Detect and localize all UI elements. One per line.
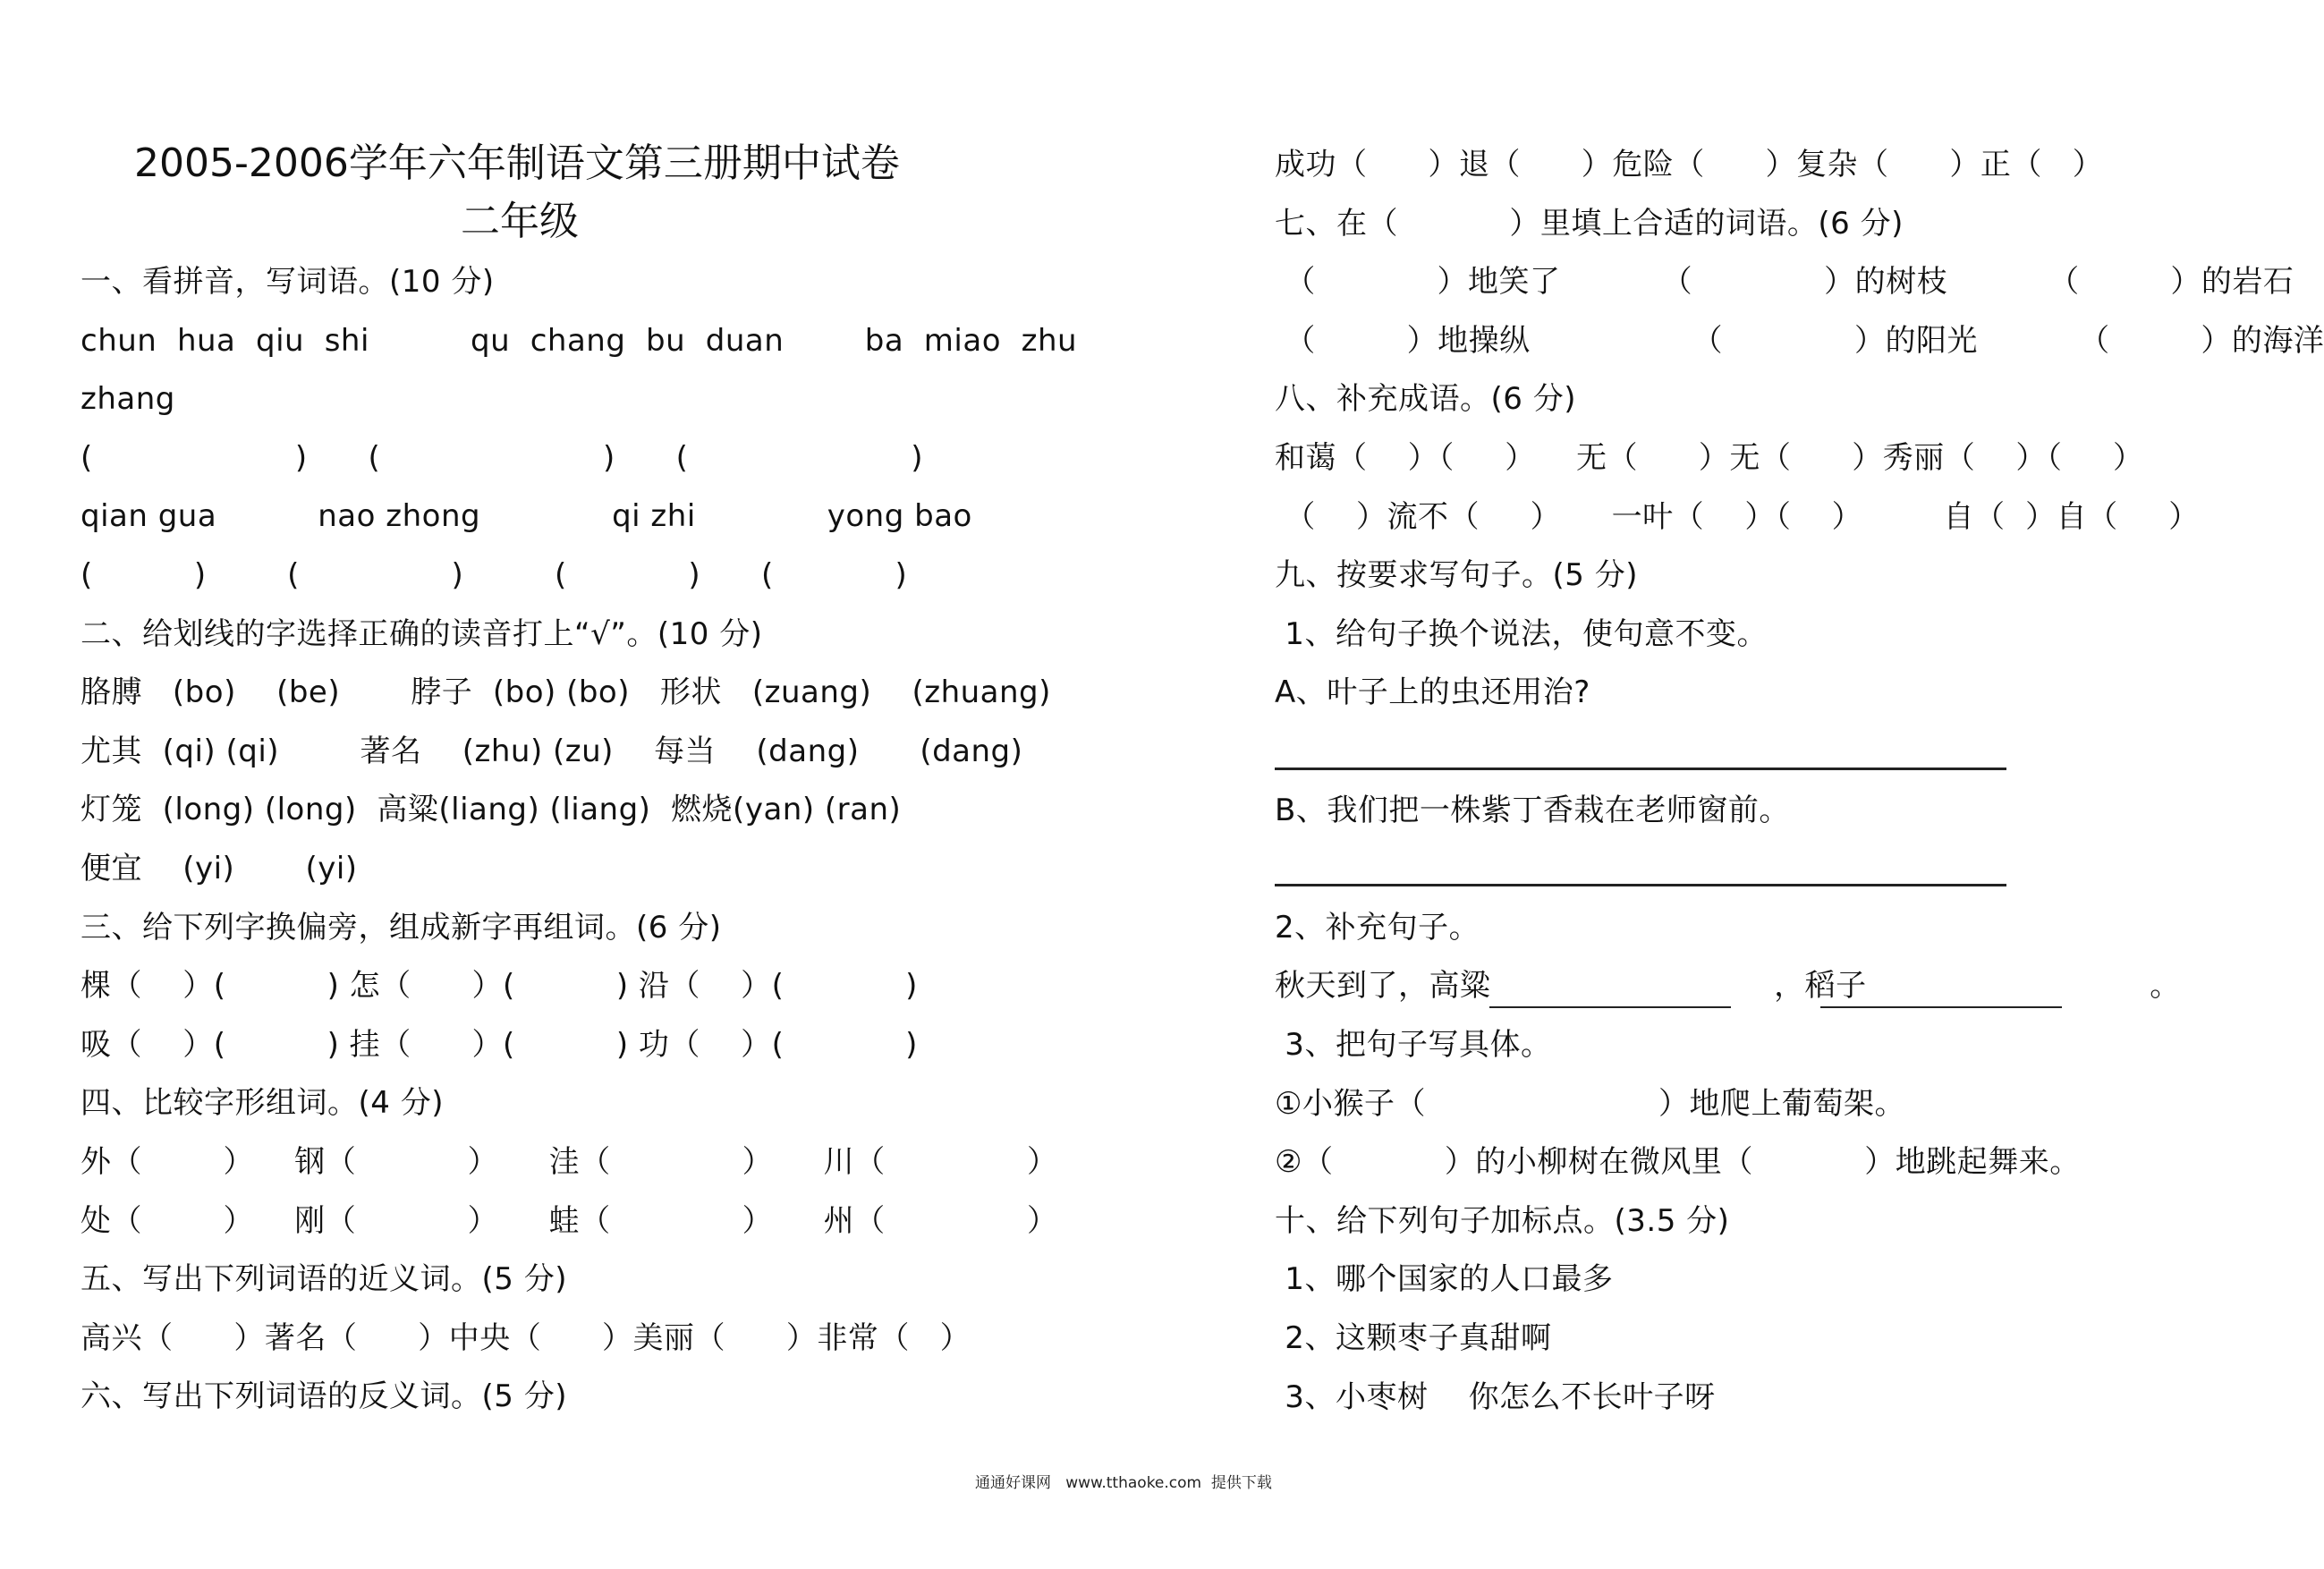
question-line: 一、看拼音，写词语。(10 分) xyxy=(81,264,495,300)
question-line: 六、写出下列词语的反义词。(5 分) xyxy=(81,1378,567,1415)
answer-line-b xyxy=(1275,884,2006,886)
question-line: 尤其 (qi) (qi) 著名 (zhu) (zu) 每当 (dang) (dang) xyxy=(81,733,1023,769)
question-line: qian gua nao zhong qi zhi yong bao xyxy=(81,498,972,535)
question-line: 八、补充成语。(6 分) xyxy=(1275,381,1576,418)
question-line: （ ）地操纵 （ ）的阳光 （ ）的海洋 xyxy=(1275,322,2324,359)
blank-gaoliang xyxy=(1489,1006,1731,1008)
question-line: A、叶子上的虫还用治? xyxy=(1275,674,1590,711)
question-line: 十、给下列句子加标点。(3.5 分) xyxy=(1275,1202,1730,1239)
question-line: 2、这颗枣子真甜啊 xyxy=(1275,1320,1552,1356)
question-line: 吸（ ）( ) 挂（ ）( ) 功（ ）( ) xyxy=(81,1026,918,1063)
question-line: 九、按要求写句子。(5 分) xyxy=(1275,557,1638,594)
question-line: ( ) ( ) ( ) ( ) xyxy=(81,557,908,593)
question-line: 2、补充句子。 xyxy=(1275,909,1480,946)
question-line: 处（ ） 刚（ ） 蛙（ ） 州（ ） xyxy=(81,1202,1058,1239)
question-line: ②（ ）的小柳树在微风里（ ）地跳起舞来。 xyxy=(1275,1144,2081,1181)
question-line: （ ）地笑了 （ ）的树枝 （ ）的岩石 xyxy=(1275,264,2294,301)
question-line: 高兴（ ）著名（ ）中央（ ）美丽（ ）非常（ ） xyxy=(81,1319,971,1356)
question-line: 二、给划线的字选择正确的读音打上“√”。(10 分) xyxy=(81,615,763,652)
question-line: 和蔼（ ）（ ） 无（ ）无（ ）秀丽（ ）（ ） xyxy=(1275,440,2144,476)
exam-title: 2005-2006学年六年制语文第三册期中试卷 xyxy=(134,140,900,186)
question-line: B、我们把一株紫丁香栽在老师窗前。 xyxy=(1275,792,1790,828)
question-line: 七、在（ ）里填上合适的词语。(6 分) xyxy=(1275,205,1904,242)
question-line: 1、给句子换个说法，使句意不变。 xyxy=(1275,615,1768,652)
footer-credit: 通通好课网 www.tthaoke.com 提供下载 xyxy=(975,1474,1272,1492)
blank-daozi xyxy=(1820,1006,2062,1008)
question-line: ①小猴子（ ）地爬上葡萄架。 xyxy=(1275,1085,1906,1122)
question-line: 三、给下列字换偏旁，组成新字再组词。(6 分) xyxy=(81,909,722,946)
question-line: ( ) ( ) ( ) xyxy=(81,439,923,476)
question-line: 五、写出下列词语的近义词。(5 分) xyxy=(81,1261,567,1298)
question-line: 外（ ） 钢（ ） 洼（ ） 川（ ） xyxy=(81,1144,1058,1180)
question-line: 棵（ ）( ) 怎（ ）( ) 沿（ ）( ) xyxy=(81,968,918,1005)
question-line: 灯笼 (long) (long) 高粱(liang) (liang) 燃烧(yan) (ran) xyxy=(81,792,902,828)
question-line: 3、把句子写具体。 xyxy=(1275,1027,1552,1063)
question-line: （ ）流不（ ） 一叶（ ）（ ） 自（ ）自（ ） xyxy=(1275,498,2200,535)
question-line: 成功（ ）退（ ）危险（ ）复杂（ ）正（ ） xyxy=(1275,147,2104,182)
question-line: 1、哪个国家的人口最多 xyxy=(1275,1261,1614,1298)
question-line: chun hua qiu shi qu chang bu duan ba miao zhu xyxy=(81,322,1078,359)
question-line: 四、比较字形组词。(4 分) xyxy=(81,1085,444,1122)
question-line: 秋天到了，高粱 ，稻子 。 xyxy=(1275,968,2181,1005)
answer-line-a xyxy=(1275,768,2006,770)
question-line: zhang xyxy=(81,381,175,418)
question-line: 便宜 (yi) (yi) xyxy=(81,851,358,886)
question-line: 3、小枣树 你怎么不长叶子呀 xyxy=(1275,1378,1716,1415)
exam-grade: 二年级 xyxy=(461,199,579,244)
question-line: 胳膊 (bo) (be) 脖子 (bo) (bo) 形状 (zuang) (zhuang) xyxy=(81,674,1051,711)
